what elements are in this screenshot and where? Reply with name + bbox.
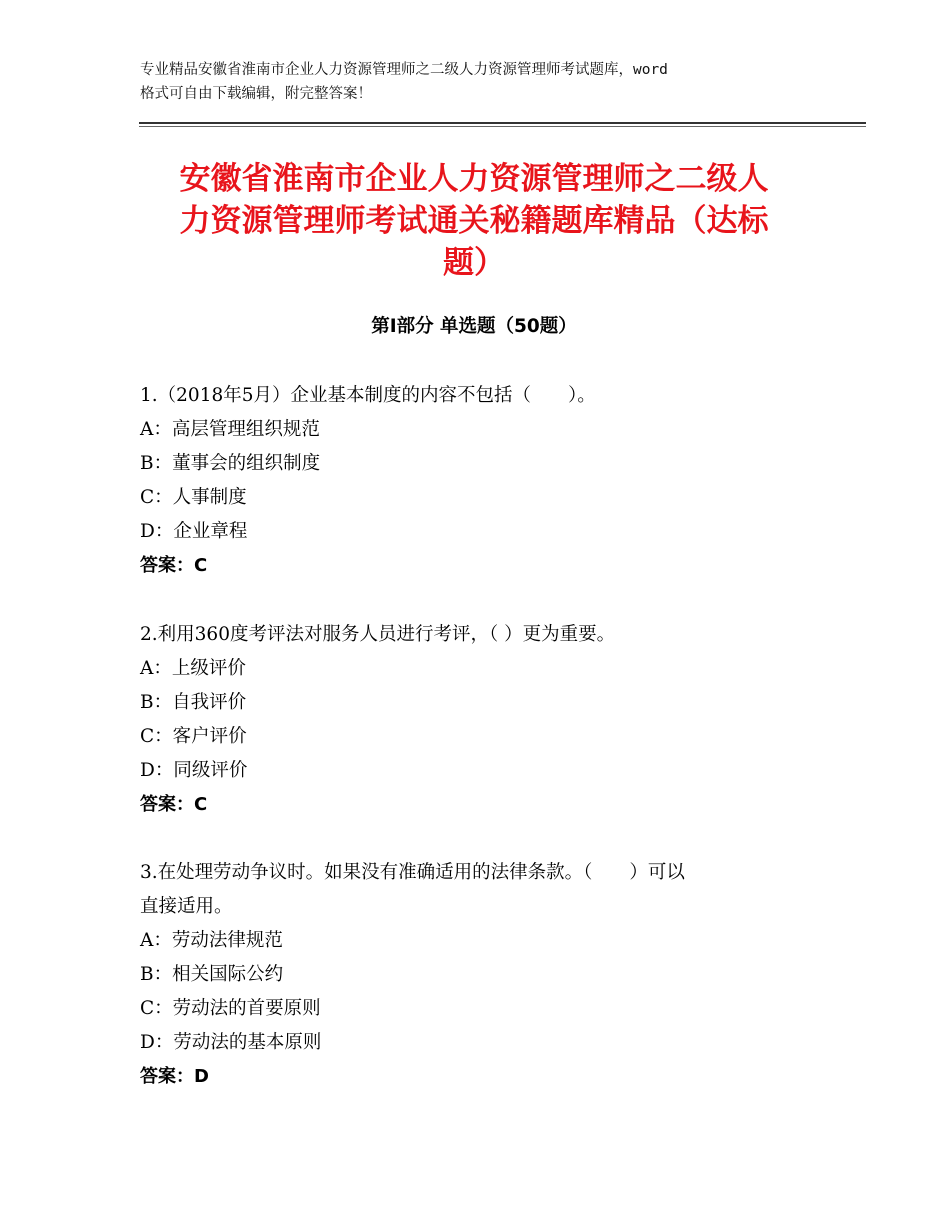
option-b: B：董事会的组织制度	[140, 453, 321, 474]
option-d: D：同级评价	[140, 760, 248, 781]
question-stem: 1.（2018年5月）企业基本制度的内容不包括（ ）。	[140, 385, 596, 406]
option-b: B：相关国际公约	[140, 964, 284, 985]
answer: 答案：D	[140, 1066, 209, 1087]
question-2	[140, 618, 808, 822]
option-d: D：劳动法的基本原则	[140, 1032, 322, 1053]
title-line-1: 安徽省淮南市企业人力资源管理师之二级人	[179, 161, 769, 197]
section-title: 第Ⅰ部分 单选题（50题）	[371, 316, 577, 337]
question-1	[140, 379, 808, 583]
option-c: C：人事制度	[140, 487, 247, 508]
title-line-3: 题）	[443, 245, 505, 281]
option-c: C：劳动法的首要原则	[140, 998, 321, 1019]
answer: 答案：C	[140, 555, 208, 576]
header-divider-thick	[139, 122, 866, 124]
question-3	[140, 856, 808, 1094]
question-stem-line-1: 3.在处理劳动争议时。如果没有准确适用的法律条款。（ ）可以	[140, 862, 685, 883]
option-a: A：上级评价	[140, 658, 246, 679]
document-title	[140, 158, 808, 284]
header-divider-thin	[139, 126, 866, 127]
page-header	[140, 58, 840, 106]
option-a: A：高层管理组织规范	[140, 419, 320, 440]
question-stem: 2.利用360度考评法对服务人员进行考评，（ ）更为重要。	[140, 624, 616, 645]
option-a: A：劳动法律规范	[140, 930, 283, 951]
option-d: D：企业章程	[140, 521, 248, 542]
header-line-2: 格式可自由下载编辑，附完整答案！	[140, 86, 372, 102]
option-b: B：自我评价	[140, 692, 247, 713]
option-c: C：客户评价	[140, 726, 247, 747]
answer: 答案：C	[140, 794, 208, 815]
header-line-1: 专业精品安徽省淮南市企业人力资源管理师之二级人力资源管理师考试题库，word	[140, 62, 668, 78]
question-stem-line-2: 直接适用。	[140, 896, 233, 917]
title-line-2: 力资源管理师考试通关秘籍题库精品（达标	[179, 203, 769, 239]
